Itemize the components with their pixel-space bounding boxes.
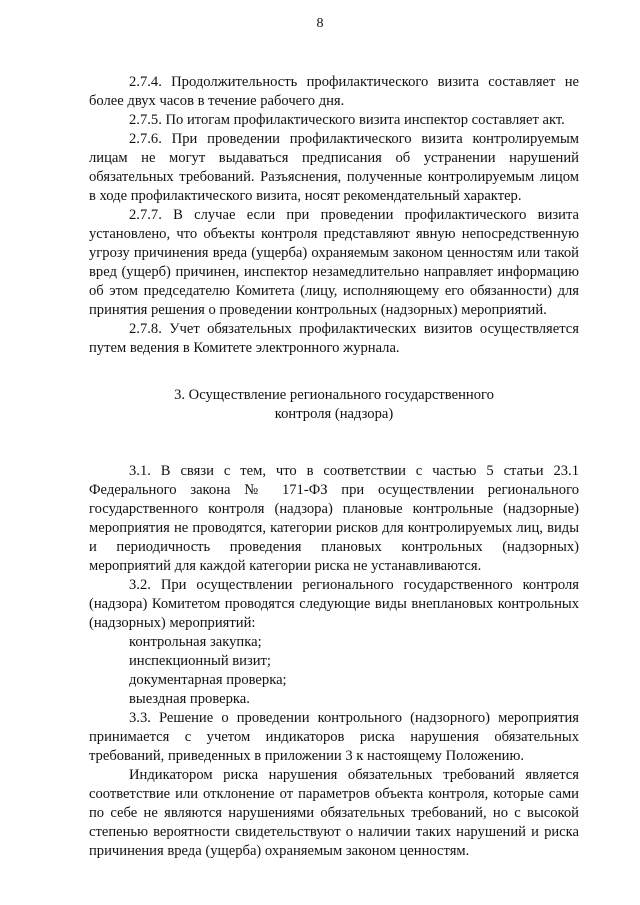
section-heading-line-1: 3. Осуществление регионального государственного <box>174 387 494 403</box>
section-3-body <box>89 462 579 861</box>
paragraph-3-2: 3.2. При осуществлении регионального государственного контроля (надзора) Комитетом проводятся следующие виды внеплановых контрольных (надзорных) мероприятий: <box>89 577 579 631</box>
list-item-documentary-check: документарная проверка; <box>129 672 287 688</box>
section-2-7-continuation <box>89 73 579 358</box>
paragraph-3-3: 3.3. Решение о проведении контрольного (надзорного) мероприятия принимается с учетом индикаторов риска нарушения обязательных требований, приведенных в приложении 3 к настоящему Положению. <box>89 710 579 764</box>
page-number: 8 <box>316 16 324 31</box>
paragraph-risk-indicator: Индикатором риска нарушения обязательных требований является соответствие или отклонение от параметров объекта контроля, которые сами по себе не являются нарушениями обязательных требований, но с высокой степенью вероятности свидетельствуют о наличии таких нарушений и риска причинения вреда (ущерба) охраняемым законом ценностям. <box>89 767 579 859</box>
paragraph-2-7-4: 2.7.4. Продолжительность профилактического визита составляет не более двух часов в течение рабочего дня. <box>89 74 579 109</box>
paragraph-2-7-5: 2.7.5. По итогам профилактического визита инспектор составляет акт. <box>129 112 565 128</box>
section-3-heading <box>89 386 579 424</box>
paragraph-2-7-7: 2.7.7. В случае если при проведении профилактического визита установлено, что объекты контроля представляют явную непосредственную угрозу причинения вреда (ущерба) охраняемым законом ценностям или такой вред (ущерб) причинен, инспектор незамедлительно направляет информацию об этом председателю Комитета (лицу, исполняющему его обязанности) для принятия решения о проведении контрольных (надзорных) мероприятий. <box>89 207 579 318</box>
list-item-control-purchase: контрольная закупка; <box>129 634 262 650</box>
paragraph-3-1: 3.1. В связи с тем, что в соответствии с частью 5 статьи 23.1 Федерального закона № 171-ФЗ при осуществлении регионального государственного контроля (надзора) плановые контрольные (надзорные) мероприятия не проводятся, категории рисков для контролируемых лиц, виды и периодичность проведения плановых контрольных (надзорных) мероприятий для каждой категории риска не устанавливаются. <box>89 463 579 574</box>
paragraph-2-7-8: 2.7.8. Учет обязательных профилактических визитов осуществляется путем ведения в Комитете электронного журнала. <box>89 321 579 356</box>
paragraph-2-7-6: 2.7.6. При проведении профилактического визита контролируемым лицам не могут выдаваться предписания об устранении нарушений обязательных требований. Разъяснения, полученные контролируемым лицом в ходе профилактического визита, носят рекомендательный характер. <box>89 131 579 204</box>
list-item-field-check: выездная проверка. <box>129 691 250 707</box>
list-item-inspection-visit: инспекционный визит; <box>129 653 271 669</box>
section-heading-line-2: контроля (надзора) <box>274 406 394 422</box>
